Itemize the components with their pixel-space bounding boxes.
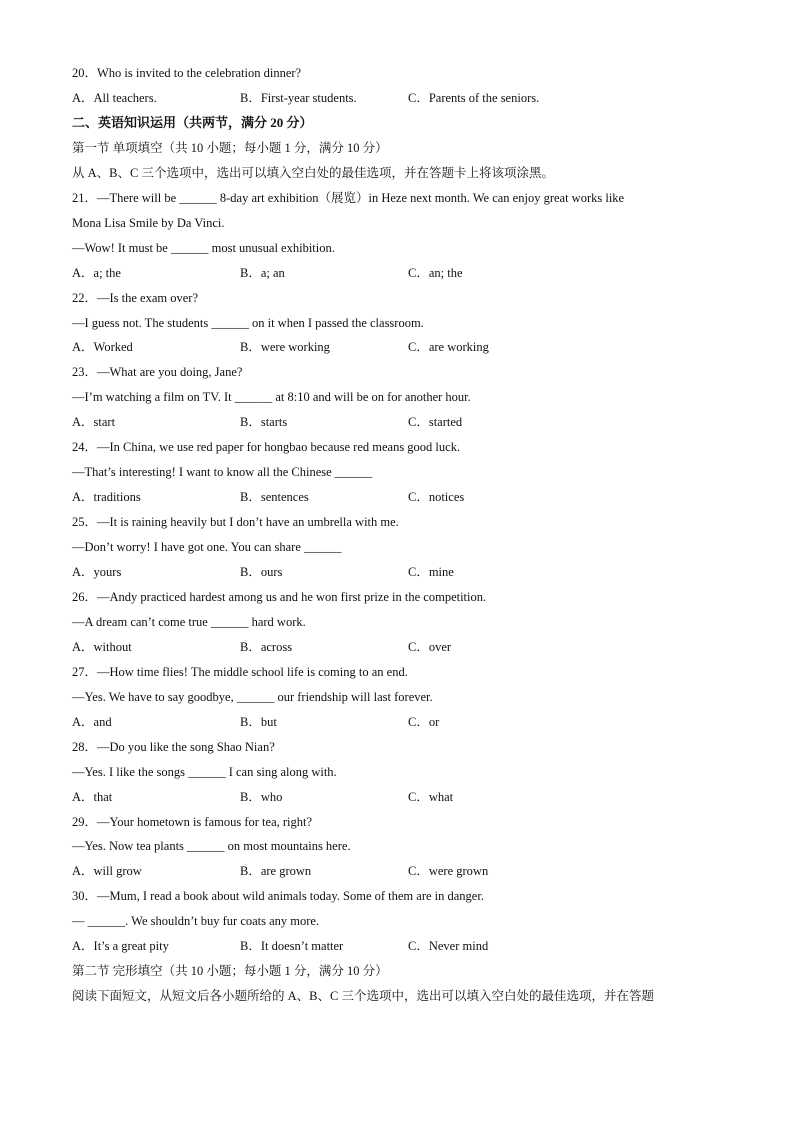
text-line: 第一节 单项填空（共 10 小题；每小题 1 分，满分 10 分） [72,141,388,155]
option-c: C．Never mind [408,939,489,953]
text-line: —That’s interesting! I want to know all the Chinese ______ [72,465,373,479]
text-line: 阅读下面短文，从短文后各小题所给的 A、B、C 三个选项中，选出可以填入空白处的最佳选项，并在答题 [72,989,654,1003]
answer-options [72,714,712,730]
option-b: B．were working [240,340,330,354]
text-line: 22．—Is the exam over? [72,291,199,305]
option-a: A．yours [72,565,122,579]
option-b: B．across [240,640,293,654]
option-c: C．are working [408,340,489,354]
text-line: 28．—Do you like the song Shao Nian? [72,740,275,754]
section-heading: 二、英语知识运用（共两节，满分 20 分） [72,115,313,130]
text-line: —A dream can’t come true ______ hard work. [72,615,306,629]
answer-options [72,564,712,580]
text-line: 24．—In China, we use red paper for hongbao because red means good luck. [72,440,461,454]
option-c: C．an; the [408,266,463,280]
answer-options [72,414,712,430]
option-b: B．are grown [240,864,312,878]
option-a: A．that [72,790,113,804]
text-line: 25．—It is raining heavily but I don’t have an umbrella with me. [72,515,399,529]
option-a: A．All teachers. [72,91,157,105]
answer-options [72,938,712,954]
answer-options [72,489,712,505]
option-a: A．Worked [72,340,133,354]
option-c: C．over [408,640,452,654]
option-c: C．what [408,790,454,804]
option-b: B．sentences [240,490,309,504]
text-line: —Yes. I like the songs ______ I can sing along with. [72,765,337,779]
option-b: B．First-year students. [240,91,357,105]
option-a: A．It’s a great pity [72,939,169,953]
option-c: C．notices [408,490,465,504]
option-a: A．traditions [72,490,141,504]
text-line: 30．—Mum, I read a book about wild animals today. Some of them are in danger. [72,889,484,903]
answer-options [72,789,712,805]
text-line: —Yes. We have to say goodbye, ______ our friendship will last forever. [72,690,433,704]
text-line: 27．—How time flies! The middle school life is coming to an end. [72,665,408,679]
option-c: C．were grown [408,864,489,878]
option-c: C．or [408,715,440,729]
text-line: — ______. We shouldn’t buy fur coats any more. [72,914,320,928]
option-a: A．and [72,715,112,729]
text-line: —I guess not. The students ______ on it when I passed the classroom. [72,316,424,330]
answer-options [72,265,712,281]
option-a: A．start [72,415,116,429]
text-line: 23．—What are you doing, Jane? [72,365,243,379]
option-a: A．a; the [72,266,121,280]
text-line: 第二节 完形填空（共 10 小题；每小题 1 分，满分 10 分） [72,964,388,978]
option-b: B．ours [240,565,283,579]
text-line: 29．—Your hometown is famous for tea, right? [72,815,313,829]
option-a: A．will grow [72,864,142,878]
text-line: 21．—There will be ______ 8-day art exhibition（展览）in Heze next month. We can enjoy great works like [72,191,625,205]
text-line: —Wow! It must be ______ most unusual exhibition. [72,241,335,255]
answer-options [72,639,712,655]
option-b: B．who [240,790,283,804]
option-b: B．It doesn’t matter [240,939,344,953]
text-line: 26．—Andy practiced hardest among us and he won first prize in the competition. [72,590,487,604]
text-line: 20．Who is invited to the celebration dinner? [72,66,302,80]
answer-options [72,339,712,355]
option-c: C．mine [408,565,454,579]
option-c: C．started [408,415,463,429]
text-line: Mona Lisa Smile by Da Vinci. [72,216,225,230]
option-a: A．without [72,640,132,654]
answer-options [72,863,712,879]
option-b: B．but [240,715,277,729]
option-b: B．a; an [240,266,285,280]
answer-options [72,90,712,106]
text-line: —Don’t worry! I have got one. You can share ______ [72,540,342,554]
text-line: 从 A、B、C 三个选项中，选出可以填入空白处的最佳选项，并在答题卡上将该项涂黑。 [72,166,554,180]
option-b: B．starts [240,415,288,429]
text-line: —I’m watching a film on TV. It ______ at 8:10 and will be on for another hour. [72,390,471,404]
text-line: —Yes. Now tea plants ______ on most mountains here. [72,839,351,853]
option-c: C．Parents of the seniors. [408,91,540,105]
